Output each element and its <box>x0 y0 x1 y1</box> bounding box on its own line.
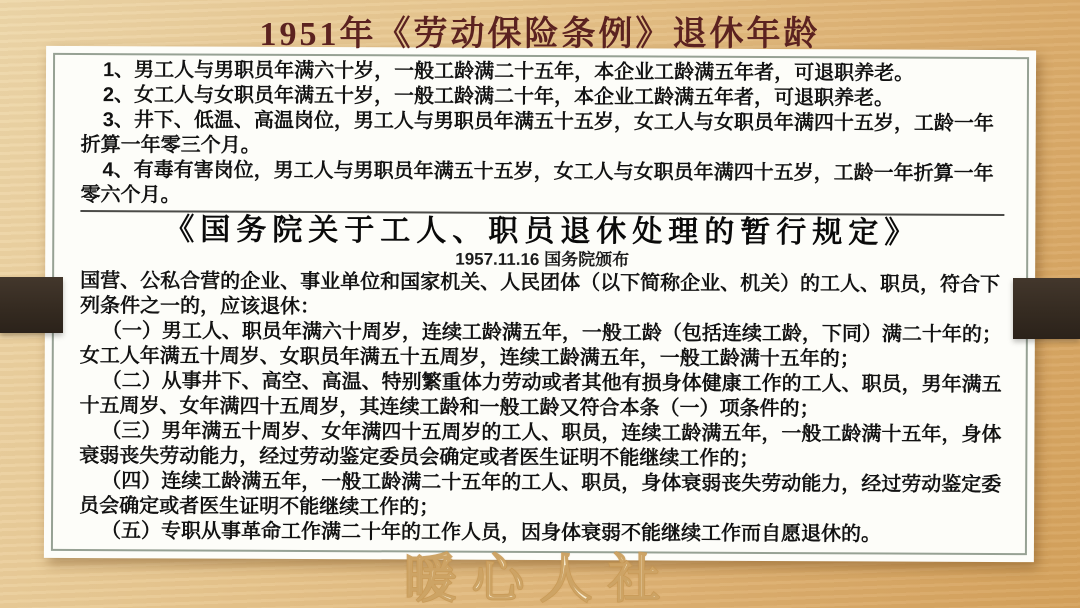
section-title: 《国务院关于工人、职员退休处理的暂行规定》 <box>164 213 921 250</box>
rule-1951-item: 2、女工人与女职员年满五十岁，一般工龄满二十年，本企业工龄满五年者，可退职养老。 <box>102 84 895 110</box>
rule-1957-item: （五）专职从事革命工作满二十年的工作人员，因身体衰弱不能继续工作而自愿退休的。 <box>100 520 882 546</box>
page-title: 1951年《劳动保险条例》退休年龄 <box>259 16 821 53</box>
content-frame <box>51 53 1029 555</box>
rule-1957-item: （三）男年满五十周岁、女年满四十五周岁的工人、职员，连续工龄满五年，一般工龄满十五年，身体衰弱丧失劳动能力，经过劳动鉴定委员会确定或者医生证明不能继续工作的； <box>79 420 1002 470</box>
right-clip-bar <box>1013 278 1080 339</box>
content-card <box>44 46 1036 562</box>
rule-1951-item: 3、井下、低温、高温岗位，男工人与男职员年满五十五岁，女工人与女职员年满四十五岁，工龄一年折算一年零三个月。 <box>80 109 994 157</box>
left-clip-bar <box>0 277 63 333</box>
section-subtitle: 1957.11.16 国务院颁布 <box>455 249 630 270</box>
rule-1957-item: （二）从事井下、高空、高温、特别繁重体力劳动或者其他有损身体健康工作的工人、职员，男年满五十五周岁、女年满四十五周岁，其连续工龄和一般工龄又符合本条（一）项条件的； <box>79 370 1002 421</box>
watermark: 暖心人社 <box>403 550 677 610</box>
rule-1951-item: 4、有毒有害岗位，男工人与男职员年满五十五岁，女工人与女职员年满四十五岁，工龄一年折算一年零六个月。 <box>80 159 994 207</box>
rule-1951-item: 1、男工人与男职员年满六十岁，一般工龄满二十五年，本企业工龄满五年者，可退职养老。 <box>102 59 915 85</box>
rule-1957-item: （一）男工人、职员年满六十周岁，连续工龄满五年，一般工龄（包括连续工龄，下同）满二十年的；女工人年满五十周岁、女职员年满五十五周岁，连续工龄满五年，一般工龄满十五年的； <box>79 320 1002 371</box>
rule-1957-intro: 国营、公私合营的企业、事业单位和国家机关、人民团体（以下简称企业、机关）的工人、职员，符合下列条件之一的，应该退休： <box>79 269 1001 319</box>
rule-1957-item: （四）连续工龄满五年，一般工龄满二十五年的工人、职员，身体衰弱丧失劳动能力，经过劳动鉴定委员会确定或者医生证明不能继续工作的； <box>79 470 1002 519</box>
